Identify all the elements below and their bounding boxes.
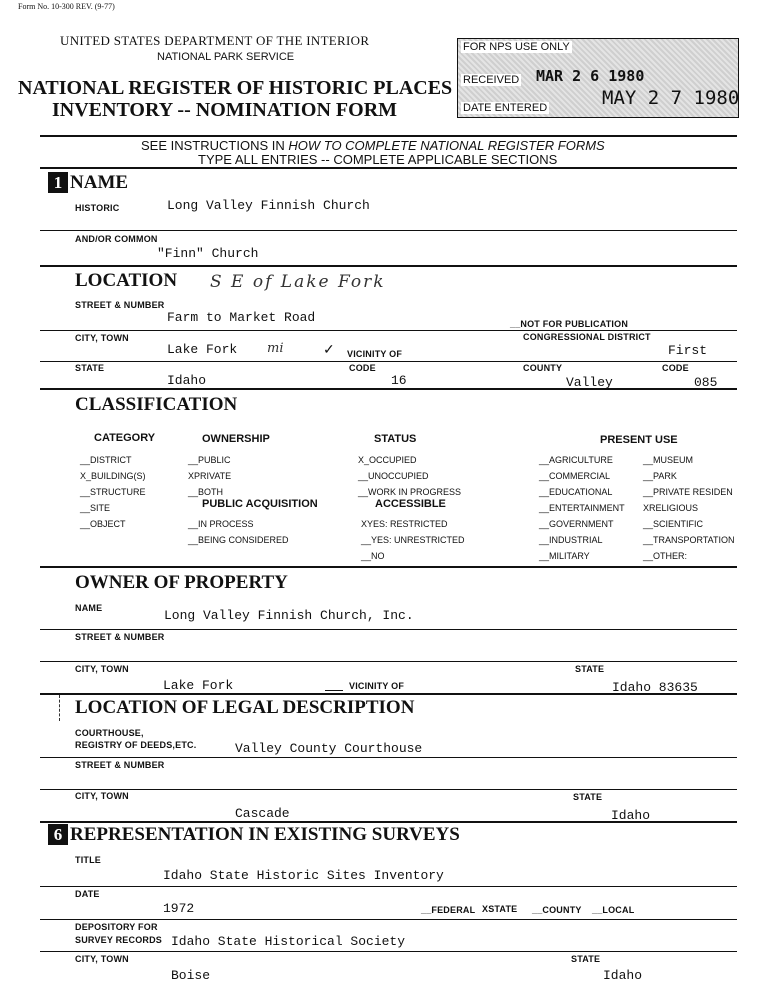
present-use-option: __GOVERNMENT (539, 519, 614, 529)
vicinity-label: VICINITY OF (347, 349, 403, 359)
survey-local-option: __LOCAL (592, 905, 635, 915)
present-use-option: __PRIVATE RESIDEN (643, 487, 733, 497)
owner-state-label: STATE (575, 664, 605, 674)
legal-state-value: Idaho (611, 808, 651, 823)
city-value: Lake Fork (167, 342, 238, 357)
vicinity-checkmark: ✓ (323, 341, 335, 357)
present-use-list-left (539, 452, 625, 564)
present-use-heading: PRESENT USE (600, 434, 678, 446)
present-use-option: __COMMERCIAL (539, 471, 611, 481)
owner-state-value: Idaho 83635 (612, 680, 698, 695)
registry-label: REGISTRY OF DEEDS,ETC. (75, 740, 197, 750)
survey-state-label: STATE (571, 954, 601, 964)
state-code-label: CODE (349, 363, 376, 373)
instructions-line2: TYPE ALL ENTRIES -- COMPLETE APPLICABLE SECTIONS (198, 152, 558, 167)
status-option: __WORK IN PROGRESS (358, 487, 462, 497)
accessible-heading: ACCESSIBLE (375, 498, 446, 510)
county-code-label: CODE (662, 363, 689, 373)
present-use-option: __MILITARY (539, 551, 590, 561)
present-use-option: __AGRICULTURE (539, 455, 613, 465)
instructions-line1 (141, 138, 605, 153)
owner-city-label: CITY, TOWN (75, 664, 129, 674)
category-heading: CATEGORY (94, 432, 156, 444)
present-use-option: __INDUSTRIAL (539, 535, 603, 545)
acquisition-list (188, 516, 289, 548)
present-use-option: __EDUCATIONAL (539, 487, 613, 497)
street-label: STREET & NUMBER (75, 300, 165, 310)
accessible-option: XYES: RESTRICTED (361, 519, 448, 529)
present-use-option: __PARK (643, 471, 677, 481)
location-handwritten-note: S E of Lake Fork (210, 272, 386, 292)
state-value: Idaho (167, 373, 207, 388)
section-title: REPRESENTATION IN EXISTING SURVEYS (70, 824, 460, 845)
owner-name-label: NAME (75, 603, 103, 613)
present-use-option: __ENTERTAINMENT (539, 503, 625, 513)
owner-city-value: Lake Fork (163, 678, 234, 693)
form-title-line1: NATIONAL REGISTER OF HISTORIC PLACES (18, 77, 453, 99)
county-label: COUNTY (523, 363, 563, 373)
category-option: __STRUCTURE (80, 487, 146, 497)
service-name: NATIONAL PARK SERVICE (157, 51, 295, 63)
depository-label-line1: DEPOSITORY FOR (75, 922, 158, 932)
survey-state-option: XSTATE (482, 904, 518, 914)
county-code-value: 085 (694, 375, 718, 390)
historic-label: HISTORIC (75, 203, 120, 213)
nps-use-label: FOR NPS USE ONLY (463, 41, 570, 53)
ownership-heading: OWNERSHIP (202, 433, 270, 445)
received-label: RECEIVED (463, 74, 520, 86)
legal-state-label: STATE (573, 792, 603, 802)
historic-value: Long Valley Finnish Church (167, 198, 370, 213)
instructions-prefix: SEE INSTRUCTIONS IN (141, 138, 289, 153)
survey-city-value: Boise (171, 968, 211, 983)
category-option: __SITE (80, 503, 111, 513)
street-value: Farm to Market Road (167, 310, 316, 325)
section-surveys-heading (48, 824, 460, 846)
instructions-reference: HOW TO COMPLETE NATIONAL REGISTER FORMS (288, 138, 605, 153)
section-classification-heading: CLASSIFICATION (75, 394, 238, 415)
state-label: STATE (75, 363, 105, 373)
accessible-option: __YES: UNRESTRICTED (361, 535, 465, 545)
section-title: NAME (70, 172, 129, 193)
section-number: 6 (48, 824, 68, 845)
present-use-option: __MUSEUM (643, 455, 694, 465)
present-use-option: __TRANSPORTATION (643, 535, 735, 545)
survey-state-value: Idaho (603, 968, 643, 983)
not-for-publication: __NOT FOR PUBLICATION (510, 319, 629, 329)
owner-name-value: Long Valley Finnish Church, Inc. (164, 608, 414, 623)
nps-use-box (457, 38, 739, 118)
survey-date-label: DATE (75, 889, 100, 899)
status-list (358, 452, 461, 500)
survey-date-value: 1972 (163, 901, 195, 916)
county-value: Valley (566, 375, 613, 390)
acquisition-heading: PUBLIC ACQUISITION (202, 498, 318, 510)
received-stamp: MAR 2 6 1980 (536, 67, 645, 85)
category-option: __OBJECT (80, 519, 126, 529)
section-number: 1 (48, 172, 68, 193)
status-heading: STATUS (374, 433, 417, 445)
legal-street-label: STREET & NUMBER (75, 760, 165, 770)
date-entered-label: DATE ENTERED (463, 102, 548, 114)
form-title-line2: INVENTORY -- NOMINATION FORM (52, 99, 398, 121)
depository-label-line2: SURVEY RECORDS (75, 935, 162, 945)
accessible-list (361, 516, 465, 564)
ownership-option: __BOTH (188, 487, 224, 497)
courthouse-label: COURTHOUSE, (75, 728, 144, 738)
owner-street-label: STREET & NUMBER (75, 632, 165, 642)
survey-title-value: Idaho State Historic Sites Inventory (163, 868, 444, 883)
category-list (80, 452, 146, 532)
section-owner-heading: OWNER OF PROPERTY (75, 572, 288, 593)
department-name: UNITED STATES DEPARTMENT OF THE INTERIOR (60, 33, 370, 48)
legal-city-label: CITY, TOWN (75, 791, 129, 801)
section-name-heading (48, 172, 128, 194)
common-label: AND/OR COMMON (75, 234, 158, 244)
category-option: __DISTRICT (80, 455, 132, 465)
acquisition-option: __IN PROCESS (188, 519, 254, 529)
present-use-option: __OTHER: (643, 551, 688, 561)
congressional-district-label: CONGRESSIONAL DISTRICT (523, 332, 651, 342)
depository-value: Idaho State Historical Society (171, 934, 406, 949)
city-handwritten-mark: mi (267, 341, 284, 356)
section-legal-heading: LOCATION OF LEGAL DESCRIPTION (75, 697, 415, 718)
present-use-option: __SCIENTIFIC (643, 519, 704, 529)
owner-vicinity-label: VICINITY OF (349, 681, 405, 691)
section-location-heading: LOCATION (75, 270, 178, 291)
category-option: X_BUILDING(S) (80, 471, 146, 481)
survey-county-option: __COUNTY (532, 905, 582, 915)
state-code-value: 16 (391, 373, 407, 388)
ownership-list (188, 452, 231, 500)
survey-federal-option: __FEDERAL (421, 905, 476, 915)
ownership-option: __PUBLIC (188, 455, 231, 465)
accessible-option: __NO (361, 551, 385, 561)
present-use-option: XRELIGIOUS (643, 503, 699, 513)
ownership-option: XPRIVATE (188, 471, 232, 481)
congressional-district-value: First (668, 343, 708, 358)
city-label: CITY, TOWN (75, 333, 129, 343)
acquisition-option: __BEING CONSIDERED (188, 535, 289, 545)
registry-value: Valley County Courthouse (235, 741, 423, 756)
status-option: __UNOCCUPIED (358, 471, 429, 481)
present-use-list-right (643, 452, 735, 564)
common-value: "Finn" Church (157, 246, 259, 261)
survey-city-label: CITY, TOWN (75, 954, 129, 964)
survey-title-label: TITLE (75, 855, 101, 865)
legal-city-value: Cascade (235, 806, 290, 821)
status-option: X_OCCUPIED (358, 455, 417, 465)
form-number: Form No. 10-300 REV. (9-77) (18, 2, 115, 11)
date-entered-stamp: MAY 2 7 1980 (602, 87, 740, 109)
